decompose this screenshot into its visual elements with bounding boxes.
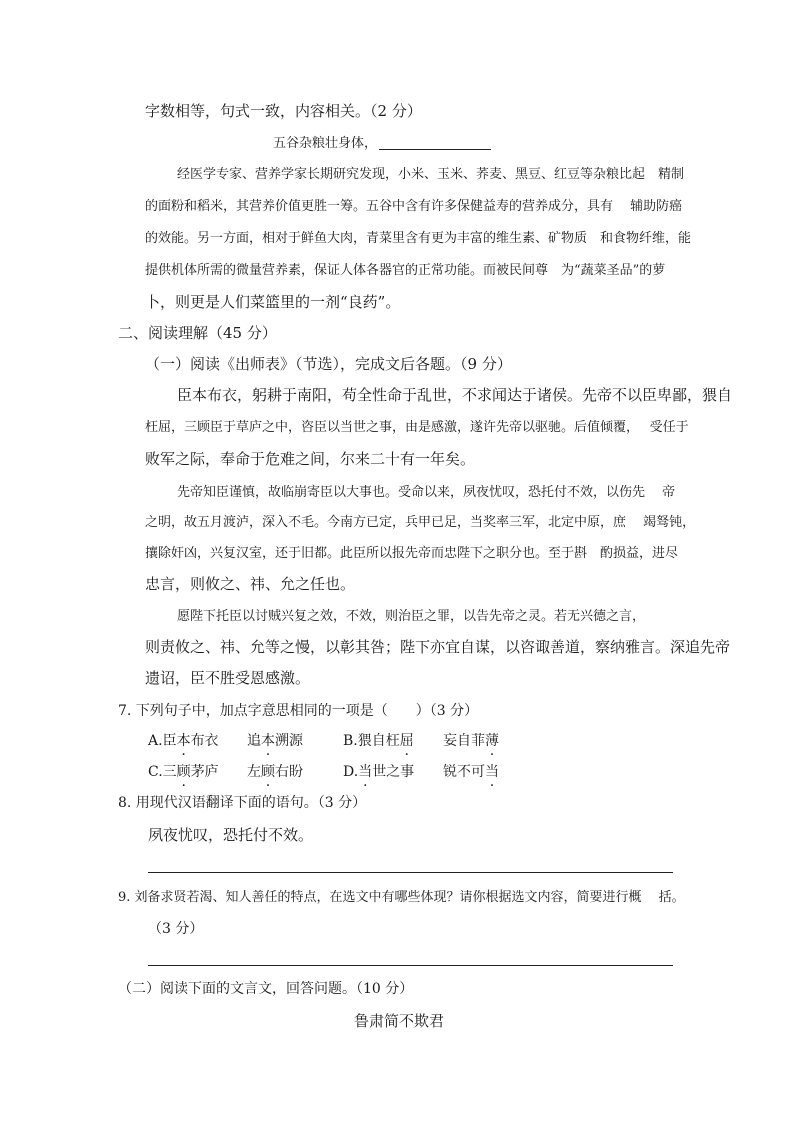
passage-title: 鲁肃简不欺君	[354, 1012, 445, 1030]
answer-line[interactable]	[148, 872, 673, 873]
passage-line: 枉屈，三顾臣于草庐之中，咨臣以当世之事，由是感激，遂许先帝以驱驰。后值倾覆， 受任于	[145, 420, 689, 435]
q8-stem: 8. 用现代汉语翻译下面的语句。（3 分）	[118, 795, 367, 811]
q7-option-d[interactable]	[343, 765, 414, 779]
dotted-char: 当	[358, 764, 373, 780]
dotted-char: 顾	[261, 764, 275, 780]
passage-line: 败军之际，奉命于危难之间，尔来二十有一年矣。	[145, 450, 476, 468]
q7-option-b[interactable]	[343, 734, 414, 748]
q7-stem: 7. 下列句子中，加点字意思相同的一项是（ ）（3 分）	[118, 703, 479, 719]
dotted-char: 本	[261, 733, 275, 749]
q7-option-a-pair	[247, 734, 303, 748]
answer-blank[interactable]	[379, 138, 491, 150]
dotted-char: 顾	[176, 764, 191, 780]
phrase-part: 溯源	[275, 733, 303, 749]
passage-line: 遗诏，臣不胜受恩感激。	[145, 669, 311, 687]
phrase-part: 布衣	[190, 733, 219, 749]
q9-stem: 9. 刘备求贤若渴、知人善任的特点，在选文中有哪些体现？请你根据选文内容，简要进行概 括。	[118, 890, 685, 905]
phrase-part: 三	[162, 764, 177, 780]
phrase-part: 世之事	[372, 764, 415, 780]
q7-option-a[interactable]	[148, 734, 219, 748]
dotted-char: 薄	[485, 733, 499, 749]
passage-line: 攘除奸凶，兴复汉室，还于旧都。此臣所以报先帝而忠陛下之职分也。至于斟 酌损益，进尽	[145, 546, 679, 561]
q9-score: （3 分）	[148, 921, 204, 937]
passage-line: 之明，故五月渡泸，深入不毛。今南方已定，兵甲已足，当奖率三军，北定中原，庶 竭驽钝，	[145, 515, 696, 530]
section-heading: 二、阅读理解（45 分）	[118, 324, 277, 342]
phrase-part: 左	[247, 764, 261, 780]
q7-option-d-pair	[443, 765, 499, 779]
instruction-tail: 字数相等，句式一致，内容相关。（2 分）	[145, 102, 422, 120]
fill-prompt-text: 五谷杂粮壮身体，	[273, 136, 378, 151]
phrase-part: 妄自菲	[443, 733, 485, 749]
option-letter: D.	[343, 764, 359, 780]
q7-option-b-pair	[443, 734, 499, 748]
passage-line: 则责攸之、祎、允等之慢，以彰其咎；陛下亦宜自谋，以咨诹善道，察纳雅言。深追先帝	[145, 638, 731, 656]
passage-line: 先帝知臣谨慎，故临崩寄臣以大事也。受命以来，夙夜忧叹，恐托付不效，以伤先 帝	[177, 485, 676, 500]
para-line: 卜，则更是人们菜篮里的一剂“良药”。	[145, 293, 401, 311]
passage-line: 愿陛下托臣以讨贼兴复之效，不效，则治臣之罪，以告先帝之灵。若无兴德之言，	[177, 609, 646, 624]
phrase-part: 追	[247, 733, 261, 749]
q8-sentence: 夙夜忧叹，恐托付不效。	[148, 826, 314, 844]
phrase-part: 右盼	[275, 764, 303, 780]
dotted-char: 本	[176, 733, 191, 749]
passage-line: 忠言，则攸之、祎、允之任也。	[145, 575, 356, 593]
dotted-char: 屈	[399, 733, 414, 749]
para-line: 经医学专家、营养学家长期研究发现，小米、玉米、荞麦、黑豆、红豆等杂粮比起 精制	[177, 167, 685, 182]
para-line: 的面粉和稻米，其营养价值更胜一筹。五谷中含有许多保健益寿的营养成分，具有 辅助防癌	[145, 199, 683, 214]
part1-title: （一）阅读《出师表》（节选），完成文后各题。（9 分）	[145, 355, 512, 373]
q7-option-c[interactable]	[148, 765, 219, 779]
dotted-char: 当	[485, 764, 499, 780]
para-line: 的效能。另一方面，相对于鲜鱼大肉，青菜里含有更为丰富的维生素、矿物质 和食物纤维，能	[145, 231, 692, 246]
phrase-part: 锐不可	[443, 764, 485, 780]
part2-title: （二）阅读下面的文言文，回答问题。（10 分）	[118, 981, 414, 997]
option-letter: A.	[148, 733, 163, 749]
fill-prompt	[273, 137, 491, 150]
q7-option-c-pair	[247, 765, 303, 779]
phrase-part: 臣	[162, 733, 177, 749]
phrase-part: 茅庐	[190, 764, 219, 780]
option-letter: C.	[148, 764, 163, 780]
option-letter: B.	[343, 733, 358, 749]
answer-line[interactable]	[148, 965, 673, 966]
para-line: 提供机体所需的微量营养素，保证人体各器官的正常功能。而被民间尊 为“蔬菜圣品”的萝	[145, 263, 666, 278]
passage-line: 臣本布衣，躬耕于南阳，苟全性命于乱世，不求闻达于诸侯。先帝不以臣卑鄙，猥自	[177, 386, 733, 404]
phrase-part: 猥自枉	[357, 733, 400, 749]
